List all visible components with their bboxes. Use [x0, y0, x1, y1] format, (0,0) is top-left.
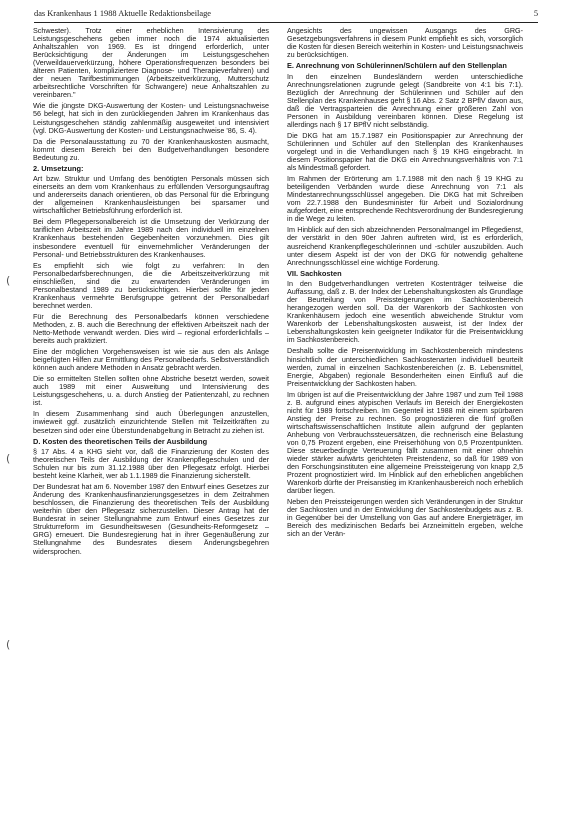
right-column: [287, 27, 523, 812]
paragraph: In den einzelnen Bundesländern werden unterschiedliche Anrechnungsrelationen zugrunde gelegt (Sandbreite von 4:1 bis 7:1). Bezüglich der Anrechnung der Schülerinnen und Schüler auf den Stellenplan des Krankenhauses geht § 16 Abs. 2 Satz 2 BPflV davon aus, daß die Vertragsparteien die Anrechnung einer größeren Zahl von Personen in Ausbildung vereinbaren können. Diese Regelung ist allerdings nach § 17 BPflV nicht selbständig.: [287, 71, 523, 129]
paragraph: Es empfiehlt sich wie folgt zu verfahren: In den Personalbedarfsberechnungen, die die Arbeitszeitverkürzung mit einschließen, sind die zu erwartenden Veränderungen im Personalbestand 1989 zu berücksichtigen. Hierbei sollte für jeden Krankenhaus vermehrte Berufsgruppe getrennt der Personalbedarf berechnet werden.: [33, 260, 269, 310]
paragraph: Für die Berechnung des Personalbedarfs können verschiedene Methoden, z. B. auch die Berechnung der effektiven Arbeitszeit nach der Netto-Methode verwandt werden. Dies wird – regional erforderlichfalls – bereits auch praktiziert.: [33, 311, 269, 346]
paragraph: Die DKG hat am 15.7.1987 ein Positionspapier zur Anrechnung der Schülerinnen und Schüler auf den Stellenplan des Krankenhauses vorgelegt und in die Verhandlungen nach § 19 KHG eingebracht. In diesem Positionspapier hat die DKG ein Anrechnungsverhältnis von 7:1 als Mindestmaß gefordert.: [287, 130, 523, 173]
paragraph: Neben den Preissteigerungen werden sich Veränderungen in der Struktur der Sachkosten und in der Entwicklung der Sachkostenbudgets aus z. B. in Gegenüber bei der Umstellung von Gas auf andere Energieträger, im Bereich des medizinischen Bedarfs bei Arzneimitteln ergeben, welche sich an der Verän-: [287, 497, 523, 539]
paragraph: Da die Personalausstattung zu 70 der Krankenhauskosten ausmacht, kommt diesem Bereich bei den Budgetverhandlungen besondere Bedeutung zu.: [33, 136, 269, 162]
paragraph: Wie die jüngste DKG-Auswertung der Kosten- und Leistungsnachweise 56 belegt, hat sich in den zurückliegenden Jahren im Krankenhaus das Leistungsgeschehen ständig zahlenmäßig ausgeweitet und intensiviert (vgl. DKG-Auswertung der Kosten- und Leistungsnachweise '86, S. 4).: [33, 101, 269, 135]
paragraph: In den Budgetverhandlungen vertreten Kostenträger teilweise die Auffassung, daß z. B. der Index der Lebenshaltungskosten als Grundlage der Beurteilung von Preissteigerungen im Sachkostenbereich herangezogen werden soll. Da der Warenkorb der Sachkosten von Krankenhäusern jedoch eine wesentlich abweichende Struktur vom Warenkorb der Lebenshaltungskosten ausweist, ist der Index der Lebenshaltungskosten kein geeigneter Indikator für die Preisentwicklung im Sachkostenbereich.: [287, 279, 523, 345]
margin-bracket-mark: (: [6, 274, 11, 287]
paragraph: Die so ermittelten Stellen sollten ohne Abstriche besetzt werden, soweit auch 1989 mit einer Ausweitung und Intensivierung des Leistungsgeschehens, u. a. durch Anstieg der Patientenzahl, zu rechnen ist.: [33, 374, 269, 408]
margin-bracket-mark: (: [6, 452, 11, 465]
paragraph: Eine der möglichen Vorgehensweisen ist wie sie aus den als Anlage beigefügten Hilfen zur Ermittlung des Personalbedarfs. Selbstverständlich können auch andere Methoden in Ansatz gebracht werden.: [33, 347, 269, 373]
paragraph: Der Bundesrat hat am 6. November 1987 den Entwurf eines Gesetzes zur Änderung des Krankenhausfinanzierungsgesetzes in dem Zeitrahmen beschlossen, die Finanzierung des theoretischen Teils der Ausbildung weiterhin über den Pflegesatz sicherzustellen. Dieser Antrag hat der Bundesrat in seiner Stellungnahme zum Entwurf eines Gesetzes zur Strukturreform im Gesundheitswesen (Gesundheits-Reformgesetz – GRG) erneuert. Die Bundesregierung hat in ihrer Gegenäußerung zur Stellungnahme des Bundesrates diesem Änderungsbegehren widersprochen.: [33, 482, 269, 556]
paragraph: Art bzw. Struktur und Umfang des benötigten Personals müssen sich einerseits an dem vom Krankenhaus zu erfüllenden Versorgungsauftrag und andererseits danach orientieren, ob das Personal für die Erbringung der allgemeinen Krankenhausleistungen bei sparsamer und wirtschaftlicher Betriebsführung erforderlich ist.: [33, 174, 269, 216]
paragraph: Angesichts des ungewissen Ausgangs des GRG-Gesetzgebungsverfahrens in diesem Punkt empfiehlt es sich, vorsorglich die Kosten für diesen Bereich weiterhin in Kosten- und Leistungsnachweis zu berücksichtigen.: [287, 27, 523, 60]
paragraph: Im übrigen ist auf die Preisentwicklung der Jahre 1987 und zum Teil 1988 z. B. aufgrund eines atypischen Verlaufs im Bereich der Energiekosten nicht für 1989 fortschreiben. Im Gegenteil ist 1988 mit einem spürbaren Anstieg der Preise zu rechnen. So prognostizieren die fünf großen wirtschaftswissenschaftlichen Institute allein aufgrund der geplanten Anhebung von Verbrauchssteuersätzen, die rechnerisch eine Belastung von 0,75 Prozent ergeben, eine Preiserhöhung von 0,5 Prozentpunkten. Diese steuerbedingte Verteuerung fällt zusammen mit einer ohnehin wieder stärker aufwärts gerichteten Preistendenz, so daß für 1989 von den Forschungsinstituten eine allgemeine Preissteigerung von knapp 2,5 Prozent prognostiziert wird. Im Hinblick auf den erheblichen angeblichen Warenkorb dürfte der Preisanstieg im Krankenhausbereich noch erheblich darüber liegen.: [287, 389, 523, 496]
section-heading-anrechnung: E. Anrechnung von Schülerinnen/Schülern auf den Stellenplan: [287, 61, 507, 71]
paragraph: Im Hinblick auf den sich abzeichnenden Personalmangel im Pflegedienst, der verstärkt in den 90er Jahren auftreten wird, ist es erforderlich, ausreichend Krankenpflegeschülerinnen und -schüler auszubilden. Auch unter diesem Aspekt ist der von der DKG für notwendig gehaltene Anrechnungsschlüssel eine wichtige Forderung.: [287, 225, 523, 267]
paragraph: Deshalb sollte die Preisentwicklung im Sachkostenbereich mindestens hinsichtlich der unterschiedlichen Sachkostenarten individuell beurteilt werden, zumal in einzelnen Sachkostenbereichen (z. B. Lebensmittel, Energie, Abgaben) regionale Besonderheiten einen Einfluß auf die Preisentwicklung der Sachkosten haben.: [287, 346, 523, 388]
paragraph: § 17 Abs. 4 a KHG sieht vor, daß die Finanzierung der Kosten des theoretischen Teils der Ausbildung der Krankenpflegeschulen und der Schulen nur bis zum 31.12.1988 über den Pflegesatz erfolgt. Hierbei besteht keine Klarheit, wer ab 1.1.1989 die Finanzierung sicherstellt.: [33, 446, 269, 481]
running-title: das Krankenhaus 1 1988 Aktuelle Redaktionsbeilage: [34, 9, 211, 18]
paragraph: Im Rahmen der Erörterung am 1.7.1988 mit den nach § 19 KHG zu beteiligenden Verbänden wurde diese Anrechnung von 7:1 als Mindestanrechnungsschlüssel angegeben. Die DKG hat mit Schreiben vom 22.7.1988 den Bundesminister für Arbeit und Sozialordnung aufgefordert, eine entsprechende Rechtsverordnung der Bundesregierung in die Wege zu leiten.: [287, 174, 523, 224]
left-column: [33, 27, 269, 812]
section-heading-umsetzung: 2. Umsetzung:: [33, 163, 84, 173]
page-header: [34, 8, 538, 23]
page-number: 5: [533, 9, 538, 18]
paragraph: In diesem Zusammenhang sind auch Überlegungen anzustellen, inwieweit ggf. zusätzlich einzurichtende Stellen mit Teilzeitkräften zu besetzen sind oder eine Überstundenabgeltung in Betracht zu ziehen ist.: [33, 409, 269, 435]
section-heading-ausbildung: D. Kosten des theoretischen Teils der Ausbildung: [33, 436, 208, 446]
paragraph: Bei dem Pflegepersonalbereich ist die Umsetzung der Verkürzung der tariflichen Arbeitszeit im Jahre 1989 nach den individuell im einzelnen Krankenhaus bestehenden Gegebenheiten vorzunehmen. Dies gilt insbesondere eventuell für einvernehmlicher Veränderungen der Personal- und Betriebsstrukturen des Krankenhauses.: [33, 217, 269, 259]
paragraph: Schwester). Trotz einer erheblichen Intensivierung des Leistungsgeschehens geben immer noch die 1974 aktualisierten Anhaltszahlen von 1969. Es ist dringend erforderlich, unter Berücksichtigung der Änderungen im Leistungsgeschehen (Verweildauerverkürzung, höhere Operationsfrequenzen besonders bei älteren Patienten, kompliziertere Diagnose- und Therapieverfahren) und der neuen Tarifbestimmungen (Arbeitszeitverkürzung, Mutterschutz arbeitsrechtliche Vorschriften für Schwangere) neue Anhaltszahlen zu vereinbaren.": [33, 27, 269, 100]
section-heading-sachkosten: VII. Sachkosten: [287, 268, 342, 278]
margin-bracket-mark: (: [6, 638, 11, 651]
